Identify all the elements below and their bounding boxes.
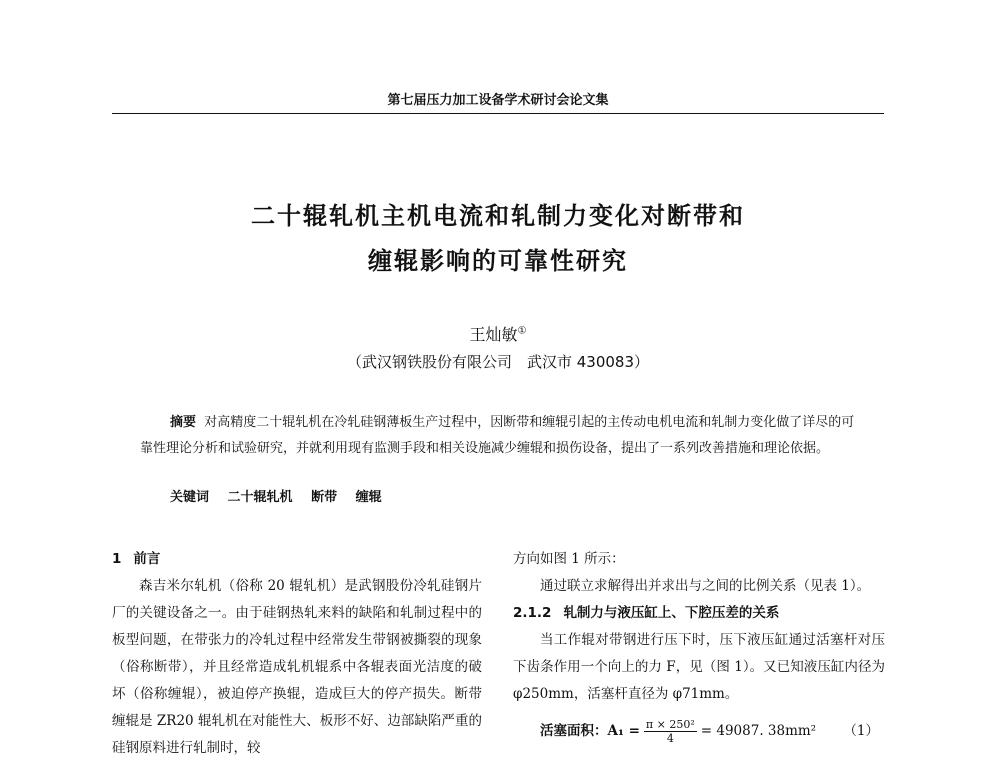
- equation-number: （1）: [843, 723, 879, 739]
- body-paragraph: 当工作辊对带钢进行压下时，压下液压缸通过活塞杆对压下齿条作用一个向上的力 F，见（图 1）。又已知液压缸内径为 φ250mm，活塞杆直径为 φ71mm。: [513, 632, 885, 702]
- continued-text-line: 方向如图 1 所示：: [513, 551, 625, 567]
- subsection-heading: [513, 600, 885, 627]
- equation-1: [513, 718, 885, 745]
- equation-lhs: 活塞面积：A₁ =: [540, 723, 640, 739]
- right-column: [513, 546, 885, 745]
- author-footnote-mark: ①: [517, 325, 527, 337]
- section-heading-introduction: [112, 546, 482, 573]
- body-paragraph: 通过联立求解得出并求出与之间的比例关系（见表 1）。: [540, 578, 871, 594]
- equation-numerator: π × 250²: [645, 718, 695, 731]
- introduction-paragraph: 森吉米尔轧机（俗称 20 辊轧机）是武钢股份冷轧硅钢片厂的关键设备之一。由于硅钢热轧来料的缺陷和轧制过程中的板型问题，在带张力的冷轧过程中经常发生带钢被撕裂的现象（俗称断带），并且经常造成轧机辊系中各辊表面光洁度的破坏（俗称缠辊），被迫停产换辊，造成巨大的停产损失。断带缠辊是 ZR20 辊轧机在对能性大、板形不好、边部缺陷严重的硅钢原料进行轧制时，较: [112, 578, 482, 756]
- paper-title-line-1: 二十辊轧机主机电流和轧制力变化对断带和: [251, 202, 745, 230]
- header-rule: [112, 113, 884, 114]
- subsection-number: 2.1.2: [513, 605, 552, 621]
- equation-denominator: 4: [666, 732, 674, 745]
- paper-title-line-2: 缠辊影响的可靠性研究: [368, 247, 628, 275]
- section-number: 1: [112, 551, 122, 567]
- affiliation: （武汉钢铁股份有限公司 武汉市 430083）: [346, 353, 650, 371]
- keyword-item: 断带: [311, 490, 338, 505]
- running-header: 第七届压力加工设备学术研讨会论文集: [387, 93, 609, 108]
- keywords: [170, 486, 860, 505]
- author-name: 王灿敏: [469, 325, 518, 344]
- keyword-item: 二十辊轧机: [227, 490, 293, 505]
- subsection-title: 轧制力与液压缸上、下腔压差的关系: [563, 605, 780, 621]
- keyword-item: 缠辊: [355, 490, 382, 505]
- abstract-label: 摘要: [170, 415, 197, 430]
- abstract: [140, 410, 860, 462]
- left-column: [112, 546, 482, 762]
- author: [112, 322, 884, 345]
- keywords-label: 关键词: [170, 490, 210, 505]
- section-title: 前言: [133, 551, 161, 567]
- equation-fraction: [644, 718, 697, 745]
- abstract-text: 对高精度二十辊轧机在冷轧硅钢薄板生产过程中，因断带和缠辊引起的主传动电机电流和轧制力变化做了详尽的可靠性理论分析和试验研究，并就利用现有监测手段和相关设施减少缠辊和损伤设备，提出了一系列改善措施和理论依据。: [140, 415, 855, 456]
- equation-rhs: = 49087. 38mm²: [700, 723, 817, 739]
